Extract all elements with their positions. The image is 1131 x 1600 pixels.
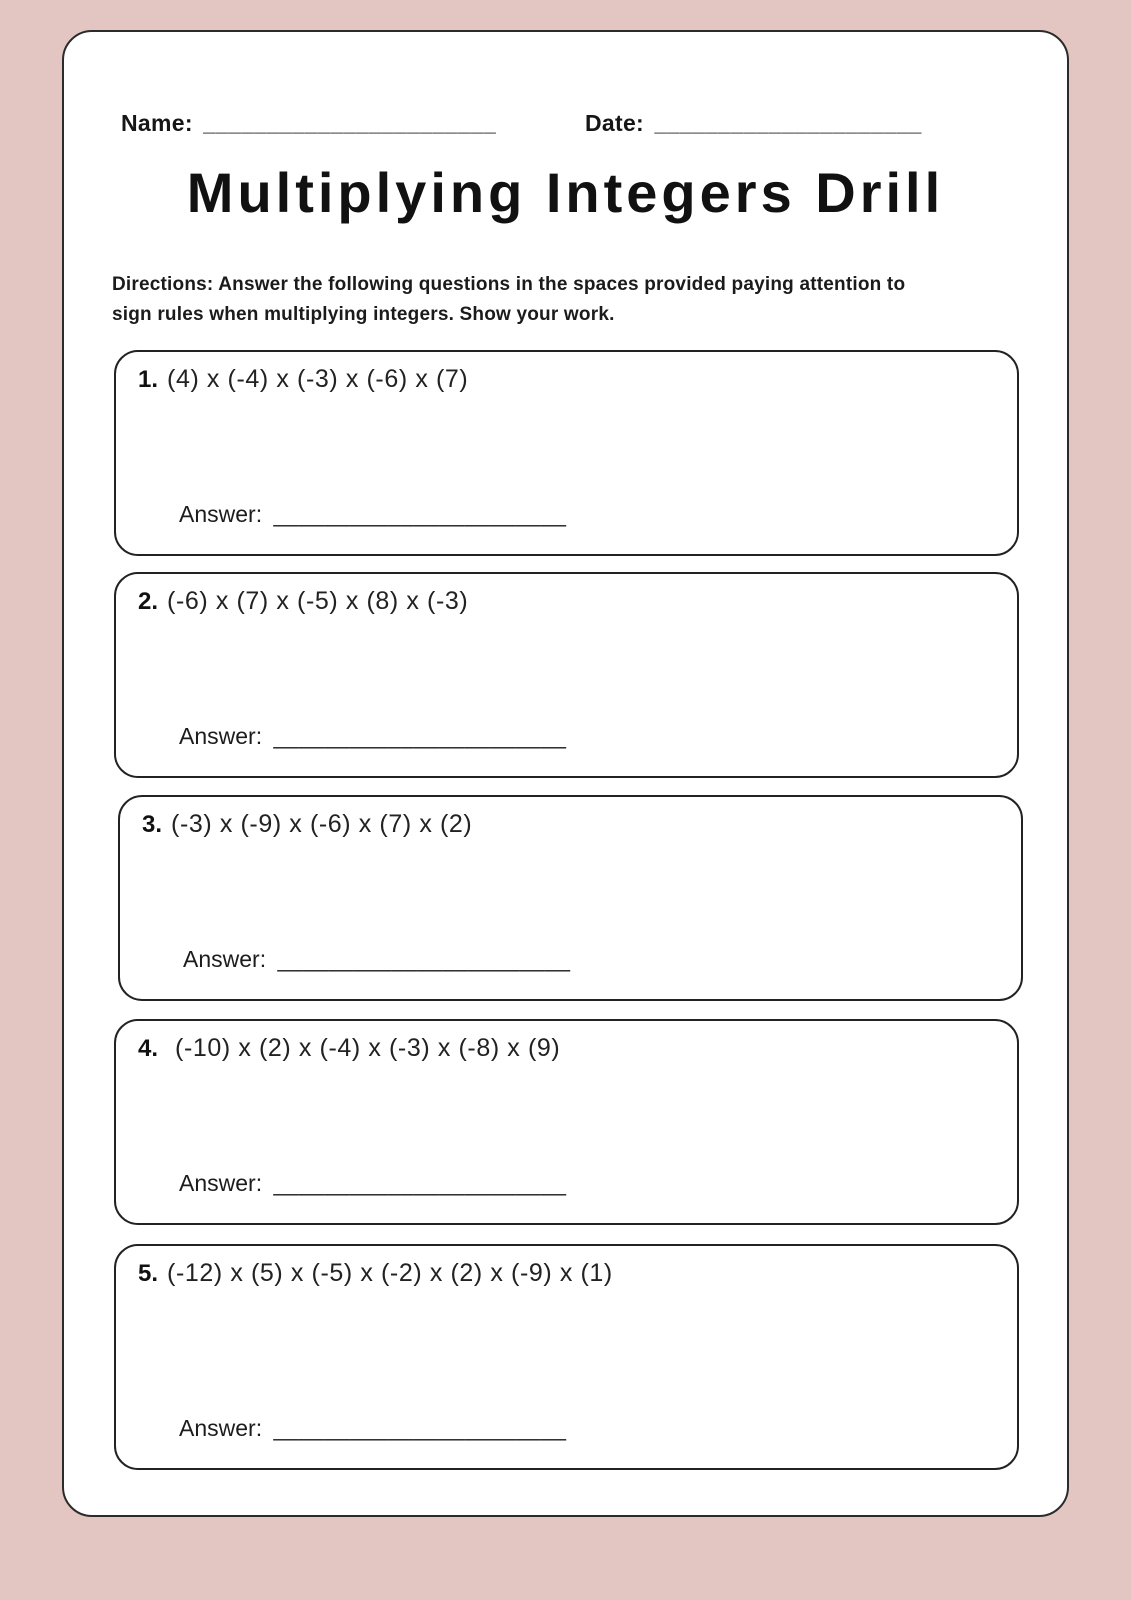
question-3-answer-row <box>183 946 999 973</box>
question-5-answer-label: Answer: <box>179 1415 263 1441</box>
question-1-line <box>138 365 995 394</box>
question-3-answer-label: Answer: <box>183 946 267 972</box>
question-4-answer-label: Answer: <box>179 1170 263 1196</box>
name-label: Name: <box>121 110 193 136</box>
question-1-answer-blank[interactable]: _______________________ <box>273 502 567 527</box>
question-1-expression: (4) x (-4) x (-3) x (-6) x (7) <box>167 365 469 393</box>
question-5-answer-blank[interactable]: _______________________ <box>273 1416 567 1441</box>
question-5-answer-row <box>179 1415 995 1442</box>
question-2-number: 2. <box>138 588 159 615</box>
question-4-answer-blank[interactable]: _______________________ <box>273 1171 567 1196</box>
question-2-answer-label: Answer: <box>179 723 263 749</box>
question-4-number: 4. <box>138 1035 159 1062</box>
question-5-expression: (-12) x (5) x (-5) x (-2) x (2) x (-9) x (1) <box>167 1259 613 1287</box>
question-3-number: 3. <box>142 811 163 838</box>
name-field <box>121 110 496 137</box>
question-box-5 <box>114 1244 1019 1470</box>
date-label: Date: <box>585 110 645 136</box>
directions-text: Directions: Answer the following questions in the spaces provided paying attention to sign rules when multiplying integers. Show your work. <box>112 274 906 326</box>
question-4-answer-row <box>179 1170 995 1197</box>
worksheet-page <box>62 30 1069 1517</box>
question-3-expression: (-3) x (-9) x (-6) x (7) x (2) <box>171 810 473 838</box>
question-box-2 <box>114 572 1019 778</box>
question-3-line <box>142 810 999 839</box>
question-1-number: 1. <box>138 366 159 393</box>
question-5-line <box>138 1259 995 1288</box>
question-1-answer-row <box>179 501 995 528</box>
date-blank-line[interactable]: _____________________ <box>654 111 922 136</box>
question-3-answer-blank[interactable]: _______________________ <box>277 947 571 972</box>
question-box-4 <box>114 1019 1019 1225</box>
question-2-line <box>138 587 995 616</box>
question-2-answer-blank[interactable]: _______________________ <box>273 724 567 749</box>
question-2-expression: (-6) x (7) x (-5) x (8) x (-3) <box>167 587 469 615</box>
question-list <box>114 350 1019 1470</box>
page-title: Multiplying Integers Drill <box>186 161 945 224</box>
question-box-1 <box>114 350 1019 556</box>
question-4-expression: (-10) x (2) x (-4) x (-3) x (-8) x (9) <box>175 1034 561 1062</box>
question-5-number: 5. <box>138 1260 159 1287</box>
question-2-answer-row <box>179 723 995 750</box>
date-field <box>585 110 922 137</box>
question-box-3 <box>118 795 1023 1001</box>
name-blank-line[interactable]: _______________________ <box>203 111 497 136</box>
question-4-line <box>138 1034 995 1063</box>
question-1-answer-label: Answer: <box>179 501 263 527</box>
